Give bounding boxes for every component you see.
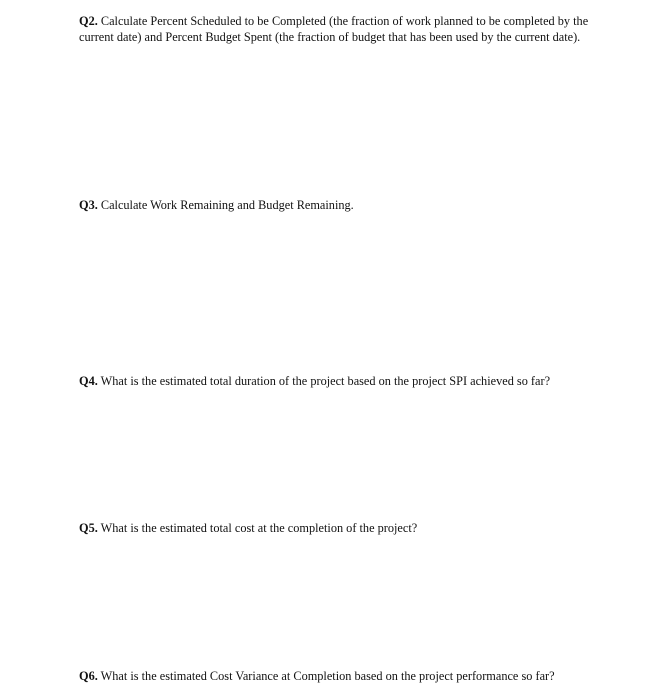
question-text: What is the estimated total cost at the completion of the project? <box>100 521 418 535</box>
question-q4 <box>79 373 639 389</box>
question-number: Q3. <box>79 198 98 212</box>
question-number: Q4. <box>79 374 98 388</box>
question-text: Calculate Percent Scheduled to be Completed (the fraction of work planned to be completed by the current date) and Percent Budget Spent (the fraction of budget that has been used by the current date). <box>79 14 589 45</box>
question-number: Q2. <box>79 14 98 28</box>
question-q2 <box>79 13 599 46</box>
question-text: What is the estimated total duration of the project based on the project SPI achieved so far? <box>100 374 551 388</box>
question-q6 <box>79 668 639 684</box>
question-q3 <box>79 197 599 213</box>
question-text: What is the estimated Cost Variance at Completion based on the project performance so far? <box>100 669 555 683</box>
question-text: Calculate Work Remaining and Budget Remaining. <box>100 198 354 212</box>
question-number: Q6. <box>79 669 98 683</box>
question-q5 <box>79 520 599 536</box>
question-number: Q5. <box>79 521 98 535</box>
